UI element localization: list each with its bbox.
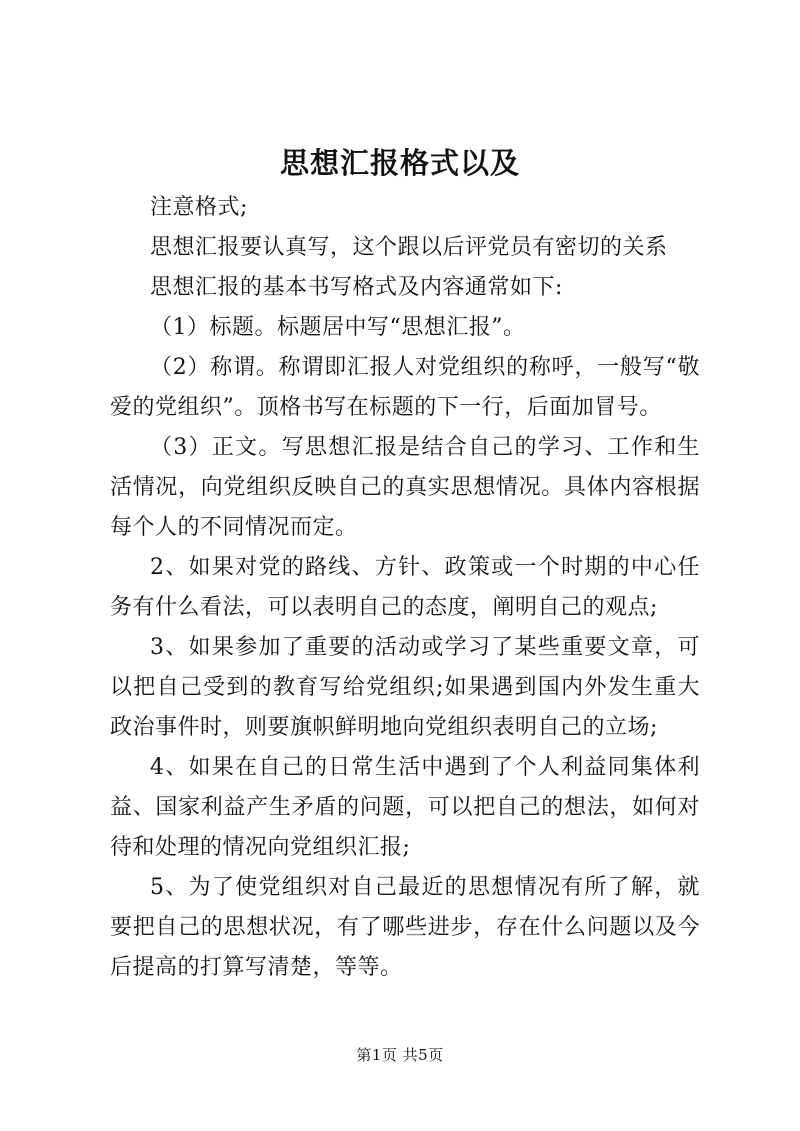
paragraph-note: 注意格式; xyxy=(150,195,248,220)
page-footer: 第1页 共5页 xyxy=(356,1046,444,1064)
paragraph-format-intro: 思想汇报的基本书写格式及内容通常如下: xyxy=(150,275,563,300)
paragraph-item-3: 3、如果参加了重要的活动或学习了某些重要文章，可以把自己受到的教育写给党组织;如果遇到国内外发生重大政治事件时，则要旗帜鲜明地向党组织表明自己的立场; xyxy=(110,635,700,740)
paragraph-body-rule: （3）正文。写思想汇报是结合自己的学习、工作和生活情况，向党组织反映自己的真实思想情况。具体内容根据每个人的不同情况而定。 xyxy=(110,435,700,540)
paragraph-item-5: 5、为了使党组织对自己最近的思想情况有所了解，就要把自己的思想状况，有了哪些进步，存在什么问题以及今后提高的打算写清楚，等等。 xyxy=(110,875,700,980)
document-body xyxy=(110,188,700,988)
page-title: 思想汇报格式以及 xyxy=(279,146,520,180)
paragraph-title-rule: （1）标题。标题居中写“思想汇报”。 xyxy=(150,315,526,340)
paragraph-item-2: 2、如果对党的路线、方针、政策或一个时期的中心任务有什么看法，可以表明自己的态度，阐明自己的观点; xyxy=(110,555,700,620)
paragraph-item-4: 4、如果在自己的日常生活中遇到了个人利益同集体利益、国家利益产生矛盾的问题，可以把自己的想法，如何对待和处理的情况向党组织汇报; xyxy=(110,755,700,860)
paragraph-seriousness: 思想汇报要认真写，这个跟以后评党员有密切的关系 xyxy=(150,235,668,260)
paragraph-salutation-rule: （2）称谓。称谓即汇报人对党组织的称呼，一般写“敬爱的党组织”。顶格书写在标题的下一行，后面加冒号。 xyxy=(110,355,700,420)
